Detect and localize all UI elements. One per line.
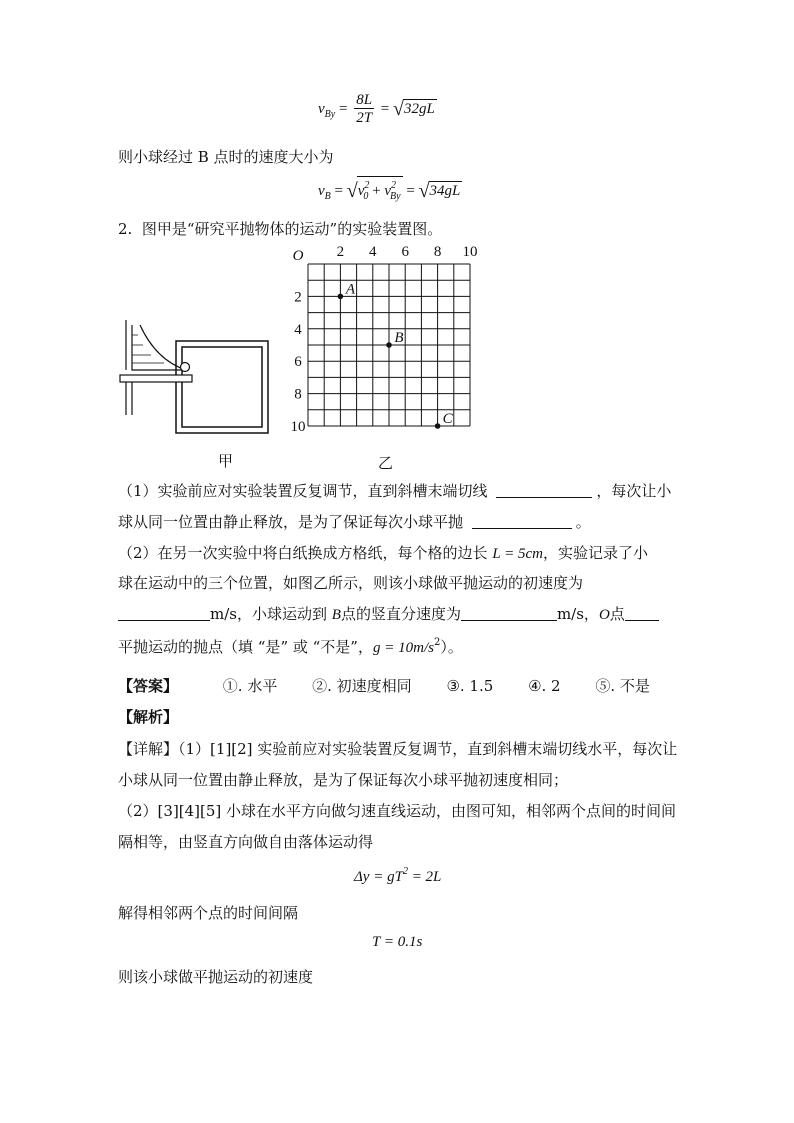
- answer-item-1: ①. 水平: [222, 677, 278, 695]
- part1-line2: [118, 511, 591, 532]
- grid-figure: [280, 240, 490, 448]
- grid-y-tick-label: 8: [294, 386, 302, 403]
- eq1-fraction: [354, 92, 374, 127]
- answer-item-2: ②. 初速度相同: [312, 677, 412, 695]
- eq1-denominator: 2T: [356, 110, 373, 126]
- equation-t: T = 0.1s: [372, 934, 423, 950]
- board-inner: [182, 347, 262, 427]
- grid-point-label-b: B: [394, 330, 404, 346]
- analysis-label: 【解析】: [118, 708, 179, 726]
- part2-text-b: ，实验记录了小: [543, 544, 649, 562]
- part2-g-value: g = 10m/s: [372, 640, 434, 656]
- grid-y-tick-label: 10: [290, 419, 306, 435]
- part2-L-value: L = 5cm: [492, 546, 544, 562]
- part2-text-c: m/s，小球运动到: [210, 605, 327, 623]
- analysis-line4: 隔相等，由竖直方向做自由落体运动得: [118, 833, 374, 851]
- eq1-lhs-sub: By: [324, 108, 336, 120]
- eq2-v0-sub: 0: [363, 191, 369, 202]
- equation-delta-y: [354, 866, 441, 886]
- analysis-line3: （2）[3][4][5] 小球在水平方向做匀速直线运动，由图可知，相邻两个点间的时间间: [118, 802, 677, 820]
- analysis-line5: 解得相邻两个点的时间间隔: [118, 904, 299, 922]
- grid-x-tick-label: 8: [433, 244, 442, 260]
- grid-y-tick-label: 4: [294, 321, 302, 338]
- grid-x-tick-label: 4: [369, 244, 377, 260]
- blank-3[interactable]: [118, 606, 210, 621]
- grid-point-label-c: C: [442, 411, 453, 427]
- part2-text-g: 平抛运动的抛点（填 “是” 或 “不是”，: [118, 638, 373, 656]
- eq1-lhs: v: [318, 100, 325, 117]
- eq2-vby-sub: By: [390, 191, 401, 202]
- question-stem-text: 图甲是“研究平抛物体的运动”的实验装置图。: [141, 220, 443, 238]
- figure-yi-label: 乙: [378, 454, 394, 472]
- part2-text-a: （2）在另一次实验中将白纸换成方格纸，每个格的边长: [118, 544, 488, 562]
- eq2-radicand: $v^2_0 + v^2_{By}$: [357, 176, 403, 206]
- apparatus-figure: [116, 315, 276, 440]
- eq3-main: Δy = gT: [354, 869, 403, 885]
- part2-line1: [118, 542, 648, 563]
- blank-4[interactable]: [461, 606, 557, 621]
- analysis-line2: 小球从同一位置由静止释放，是为了保证每次小球平抛初速度相同；: [118, 771, 569, 789]
- part2-line4: [118, 636, 463, 657]
- grid-point-a: [338, 294, 344, 300]
- eq3-rest: = 2L: [407, 869, 442, 885]
- answer-label: 【答案】: [118, 677, 179, 695]
- figure-jia-label: 甲: [218, 452, 234, 470]
- part1-text-b: ，每次让小: [596, 482, 672, 500]
- eq3-sup: 2: [402, 866, 408, 877]
- table-legs: [126, 382, 132, 415]
- eq2-lhs: v: [318, 183, 325, 199]
- part2-text-d: 点的竖直分速度为: [340, 605, 461, 623]
- table-top: [120, 375, 192, 382]
- part2-g-sup: 2: [433, 637, 441, 648]
- analysis-line6: 则该小球做平抛运动的初速度: [118, 968, 314, 986]
- question-stem: [118, 218, 442, 239]
- eq2-vby: v: [384, 183, 392, 199]
- grid-point-label-a: A: [345, 281, 355, 298]
- part1-text-c: 球从同一位置由静止释放，是为了保证每次小球平抛: [118, 513, 464, 531]
- analysis-line1: 【详解】（1）[1][2] 实验前应对实验装置反复调节，直到斜槽末端切线水平，每次让: [118, 740, 678, 758]
- grid-x-tick-label: 10: [462, 244, 478, 260]
- part1-line1: [118, 480, 671, 501]
- board-outer: [176, 341, 268, 433]
- eq2-vby-sup: 2: [391, 180, 397, 191]
- blank-5[interactable]: [625, 606, 659, 621]
- ball: [181, 363, 190, 372]
- blank-2[interactable]: [472, 514, 572, 529]
- part2-text-h: ）。: [440, 638, 463, 656]
- grid-x-tick-label: 2: [336, 244, 345, 260]
- equation-vby: $v_{By}$ = $\frac{8L}{2T}$ = √32gL: [318, 92, 435, 126]
- part2-text-f: 点: [609, 605, 625, 623]
- part2-point-b: B: [331, 607, 341, 623]
- part1-text-d: 。: [575, 513, 591, 531]
- question-number: 2.: [118, 220, 133, 238]
- answer-row: [118, 675, 650, 696]
- grid-point-c: [435, 423, 441, 429]
- part2-line3: [118, 603, 659, 624]
- blank-1[interactable]: [496, 483, 592, 498]
- eq2-lhs-sub: B: [324, 191, 331, 202]
- grid-y-tick-label: 2: [294, 289, 302, 306]
- grid-point-b: [386, 342, 392, 348]
- text-vb-intro: 则小球经过 B 点时的速度大小为: [118, 148, 334, 166]
- part1-text-a: （1）实验前应对实验装置反复调节，直到斜槽末端切线: [118, 482, 488, 500]
- eq2-v0: v: [357, 183, 365, 199]
- equation-vb: $v_B = √v^2_0 + v^2_{By} = √34gL$: [318, 176, 462, 206]
- grid-origin-label: O: [292, 248, 304, 264]
- eq2-v0-sup: 2: [364, 180, 370, 191]
- part2-line2: 球在运动中的三个位置，如图乙所示，则该小球做平抛运动的初速度为: [118, 574, 584, 592]
- answer-item-4: ④. 2: [528, 677, 561, 695]
- eq1-radicand: 32gL: [403, 100, 435, 117]
- part2-text-e: m/s，: [556, 605, 599, 623]
- eq2-result-radicand: 34gL: [429, 183, 461, 199]
- grid-y-tick-label: 6: [294, 354, 302, 371]
- part2-point-o: O: [598, 607, 610, 623]
- grid-x-tick-label: 6: [401, 244, 409, 260]
- answer-item-5: ⑤. 不是: [595, 677, 650, 695]
- eq1-numerator: 8L: [356, 92, 373, 108]
- answer-item-3: ③. 1.5: [446, 677, 494, 695]
